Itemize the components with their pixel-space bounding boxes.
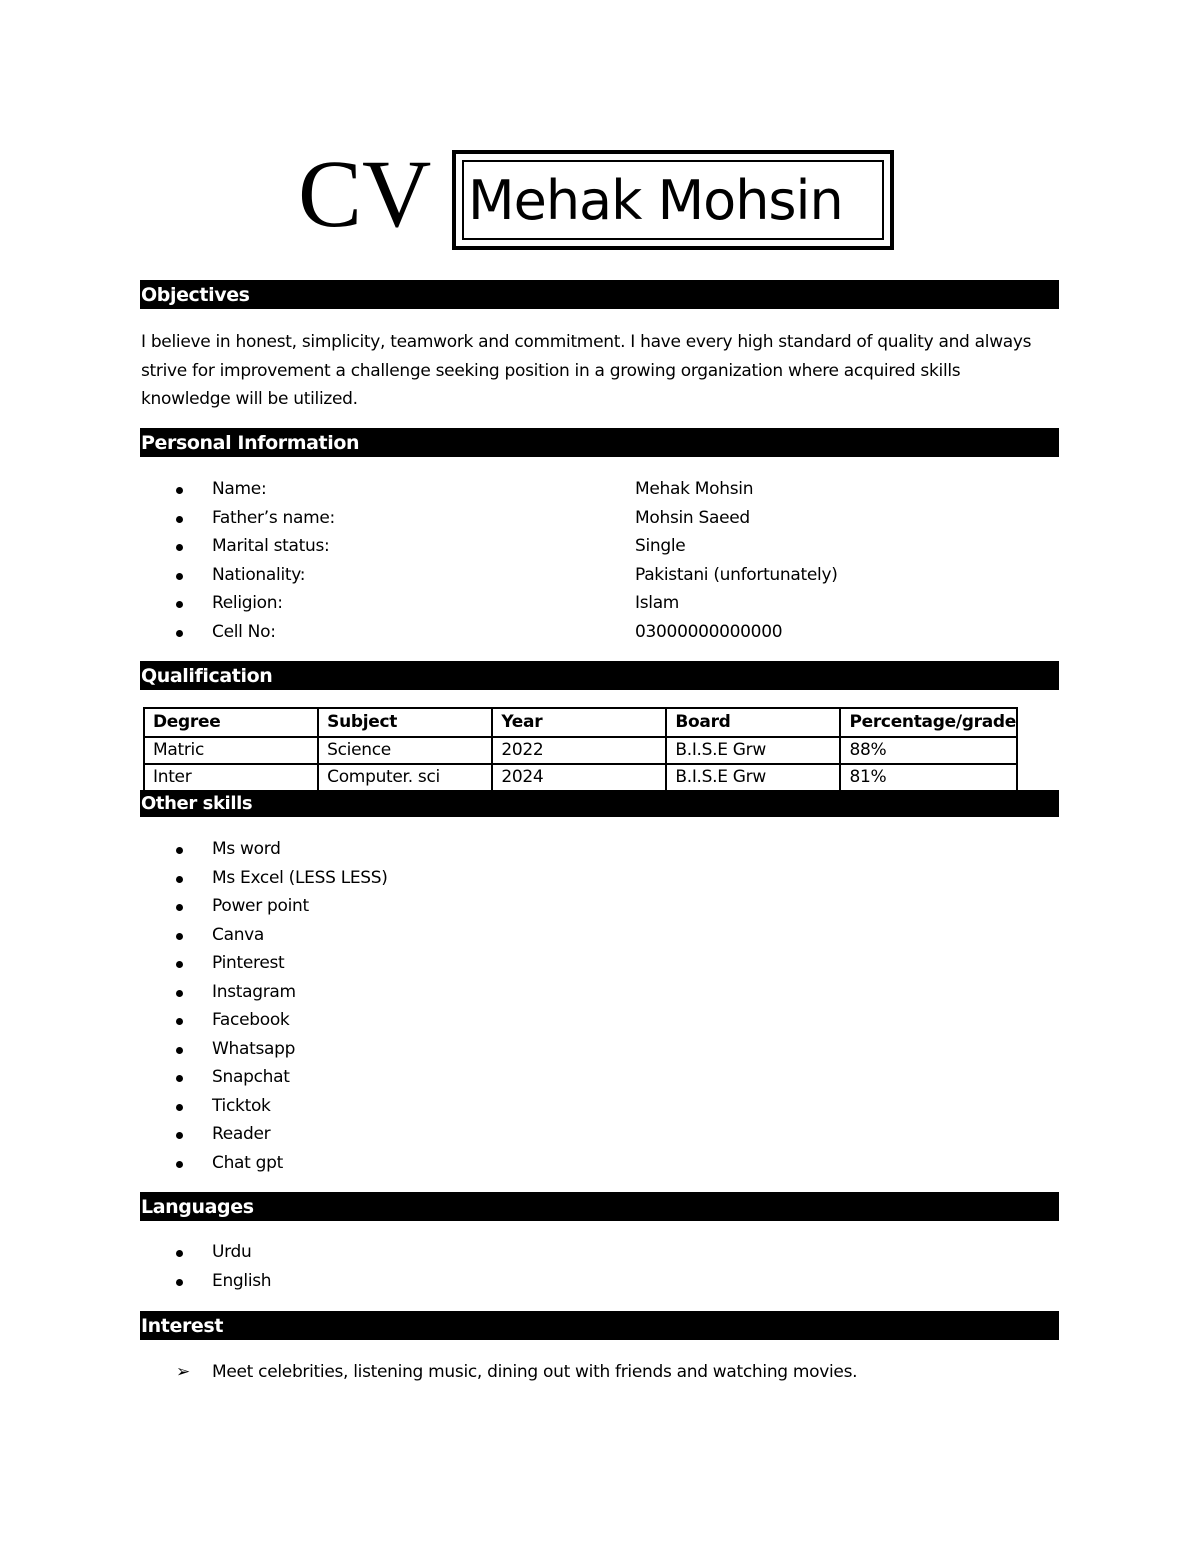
info-label: Marital status:: [212, 536, 330, 556]
table-cell: Matric: [144, 737, 318, 764]
name-box-inner: [462, 160, 884, 240]
bullet-icon: [176, 516, 183, 523]
list-item: [140, 1358, 857, 1387]
list-item: [140, 475, 754, 504]
list-item: [140, 1149, 388, 1178]
column-header: Board: [666, 708, 840, 737]
cv-label: CV: [298, 140, 432, 247]
bullet-icon: [176, 487, 183, 494]
bullet-icon: [176, 1279, 183, 1286]
info-value: Pakistani (unfortunately): [635, 564, 838, 585]
arrow-bullet-icon: ➢: [176, 1362, 190, 1382]
list-item: [140, 532, 686, 561]
list-item: [140, 1092, 388, 1121]
column-header: Degree: [144, 708, 318, 737]
bullet-icon: [176, 904, 183, 911]
personal-info-heading: Personal Information: [140, 428, 1059, 457]
bullet-icon: [176, 1104, 183, 1111]
column-header: Percentage/grade: [840, 708, 1017, 737]
languages-list: [140, 1238, 271, 1295]
skill-label: Snapchat: [212, 1067, 290, 1087]
list-item: [140, 978, 388, 1007]
info-label: Cell No:: [212, 621, 276, 642]
info-value: Islam: [635, 593, 680, 613]
bullet-icon: [176, 601, 183, 608]
list-item: [140, 1035, 388, 1064]
skill-label: Pinterest: [212, 953, 285, 973]
info-label: Name:: [212, 479, 267, 499]
skill-label: Canva: [212, 924, 265, 945]
table-cell: 2022: [492, 737, 666, 764]
list-item: [140, 1120, 388, 1149]
table-cell: 2024: [492, 764, 666, 791]
skill-label: Power point: [212, 896, 309, 916]
list-item: [140, 892, 388, 921]
info-label: Nationality:: [212, 564, 306, 585]
bullet-icon: [176, 1250, 183, 1257]
qualification-heading: Qualification: [140, 661, 1059, 690]
name-box: [452, 150, 894, 250]
table-cell: 81%: [840, 764, 1017, 791]
bullet-icon: [176, 933, 183, 940]
objectives-heading: Objectives: [140, 280, 1059, 309]
cv-title: [298, 140, 908, 258]
info-value: Single: [635, 536, 686, 556]
skill-label: Whatsapp: [212, 1038, 296, 1059]
table-cell: Science: [318, 737, 492, 764]
list-item: [140, 864, 388, 893]
list-item: [140, 949, 388, 978]
personal-info-list: [140, 475, 838, 646]
skill-label: Ms Excel (LESS LESS): [212, 867, 388, 888]
info-label: Religion:: [212, 593, 283, 613]
column-header: Year: [492, 708, 666, 737]
other-skills-heading: Other skills: [140, 790, 1059, 817]
table-cell: Inter: [144, 764, 318, 791]
list-item: [140, 921, 388, 950]
skill-label: Instagram: [212, 981, 296, 1002]
language-label: English: [212, 1270, 272, 1291]
interest-heading: Interest: [140, 1311, 1059, 1340]
bullet-icon: [176, 990, 183, 997]
table-header-row: [144, 708, 1017, 737]
list-item: [140, 618, 783, 647]
bullet-icon: [176, 1047, 183, 1054]
info-value: Mohsin Saeed: [635, 507, 750, 528]
bullet-icon: [176, 1132, 183, 1139]
interest-label: Meet celebrities, listening music, dining out with friends and watching movies.: [212, 1362, 858, 1382]
list-item: [140, 1006, 388, 1035]
table-cell: B.I.S.E Grw: [666, 737, 840, 764]
list-item: [140, 1267, 271, 1296]
bullet-icon: [176, 961, 183, 968]
table-row: [144, 737, 1017, 764]
bullet-icon: [176, 1075, 183, 1082]
list-item: [140, 561, 838, 590]
bullet-icon: [176, 544, 183, 551]
language-label: Urdu: [212, 1242, 252, 1262]
bullet-icon: [176, 1161, 183, 1168]
candidate-name: Mehak Mohsin: [468, 169, 843, 232]
bullet-icon: [176, 630, 183, 637]
skill-label: Reader: [212, 1124, 271, 1144]
skill-label: Ms word: [212, 839, 281, 859]
interest-list: [140, 1358, 857, 1387]
bullet-icon: [176, 1018, 183, 1025]
bullet-icon: [176, 573, 183, 580]
table-row: [144, 764, 1017, 791]
skill-label: Facebook: [212, 1010, 290, 1030]
list-item: [140, 589, 680, 618]
column-header: Subject: [318, 708, 492, 737]
skills-list: [140, 835, 388, 1177]
skill-label: Ticktok: [212, 1095, 271, 1116]
list-item: [140, 835, 388, 864]
bullet-icon: [176, 876, 183, 883]
skill-label: Chat gpt: [212, 1152, 283, 1173]
info-value: Mehak Mohsin: [635, 479, 754, 499]
list-item: [140, 1063, 388, 1092]
table-cell: 88%: [840, 737, 1017, 764]
list-item: [140, 1238, 271, 1267]
list-item: [140, 504, 750, 533]
qualification-table: [143, 707, 1018, 792]
info-value: 03000000000000: [635, 621, 783, 642]
bullet-icon: [176, 847, 183, 854]
languages-heading: Languages: [140, 1192, 1059, 1221]
table-cell: B.I.S.E Grw: [666, 764, 840, 791]
table-cell: Computer. sci: [318, 764, 492, 791]
info-label: Father’s name:: [212, 507, 335, 528]
objectives-text: I believe in honest, simplicity, teamwork and commitment. I have every high standard of quality and always strive for improvement a challenge seeking position in a growing organization where acquired skills knowledge will be utilized.: [141, 332, 1032, 409]
